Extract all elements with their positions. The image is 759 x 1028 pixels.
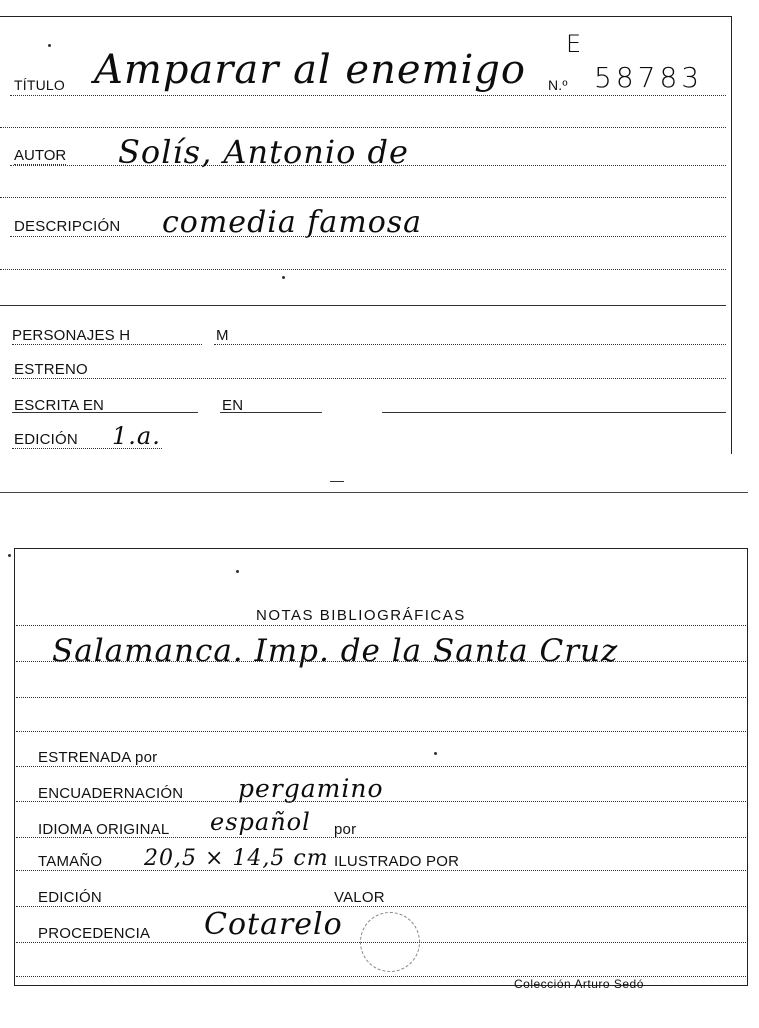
valor-label: VALOR bbox=[334, 889, 385, 906]
estreno-label: ESTRENO bbox=[14, 361, 88, 378]
rule bbox=[16, 697, 746, 698]
rule bbox=[16, 766, 746, 767]
tamano-value: 20,5 × 14,5 cm bbox=[144, 846, 329, 871]
titulo-label: TÍTULO bbox=[14, 77, 65, 93]
notas-label: NOTAS BIBLIOGRÁFICAS bbox=[256, 607, 466, 624]
speck bbox=[282, 276, 285, 279]
rule bbox=[16, 731, 746, 732]
rule bbox=[12, 448, 162, 449]
personajes-m-label: M bbox=[216, 327, 229, 344]
edicion-label: EDICIÓN bbox=[14, 431, 78, 448]
descripcion-label: DESCRIPCIÓN bbox=[14, 218, 121, 235]
rule bbox=[10, 95, 726, 96]
rule bbox=[330, 481, 344, 482]
tamano-label: TAMAÑO bbox=[38, 853, 103, 870]
procedencia-label: PROCEDENCIA bbox=[38, 925, 151, 942]
notas-value: Salamanca. Imp. de la Santa Cruz bbox=[52, 633, 619, 669]
rule bbox=[214, 344, 726, 345]
stamp-mark bbox=[360, 912, 420, 972]
encuadernacion-label: ENCUADERNACIÓN bbox=[38, 785, 184, 802]
letter-mark: E bbox=[566, 30, 583, 58]
ilustrado-label: ILUSTRADO POR bbox=[334, 853, 460, 870]
speck bbox=[236, 570, 239, 573]
edicion-label-2: EDICIÓN bbox=[38, 889, 102, 906]
rule bbox=[10, 236, 726, 237]
edicion-value: 1.a. bbox=[112, 422, 161, 450]
rule bbox=[0, 197, 726, 198]
numero-value: 58783 bbox=[594, 61, 704, 94]
rule bbox=[12, 412, 198, 413]
rule bbox=[16, 870, 746, 871]
estrenada-label: ESTRENADA por bbox=[38, 749, 158, 766]
rule bbox=[16, 906, 746, 907]
rule bbox=[220, 412, 322, 413]
idioma-label: IDIOMA ORIGINAL bbox=[38, 821, 170, 838]
speck bbox=[8, 554, 11, 557]
procedencia-value: Cotarelo bbox=[204, 907, 343, 942]
rule bbox=[12, 378, 726, 379]
speck bbox=[434, 752, 437, 755]
rule bbox=[16, 801, 746, 802]
rule bbox=[16, 661, 746, 662]
rule bbox=[12, 344, 202, 345]
rule bbox=[10, 165, 726, 166]
escrita-label: ESCRITA EN bbox=[14, 397, 105, 414]
descripcion-value: comedia famosa bbox=[162, 205, 423, 240]
autor-value: Solís, Antonio de bbox=[118, 133, 409, 171]
autor-label: AUTOR bbox=[14, 147, 67, 164]
numero-label: N.º bbox=[548, 77, 568, 93]
personajes-label: PERSONAJES H bbox=[12, 327, 131, 344]
rule bbox=[0, 127, 726, 128]
idioma-value: español bbox=[210, 808, 311, 836]
rule bbox=[0, 305, 726, 306]
rule bbox=[16, 837, 746, 838]
por-label: por bbox=[334, 821, 357, 838]
rule bbox=[16, 625, 746, 626]
speck bbox=[48, 44, 51, 47]
encuadernacion-value: pergamino bbox=[238, 774, 384, 803]
coleccion-credit: Colección Arturo Sedó bbox=[514, 977, 644, 991]
rule bbox=[0, 269, 726, 270]
en-label: EN bbox=[222, 397, 244, 414]
titulo-value: Amparar al enemigo bbox=[94, 47, 526, 93]
card-separator bbox=[0, 492, 748, 493]
rule bbox=[382, 412, 726, 413]
